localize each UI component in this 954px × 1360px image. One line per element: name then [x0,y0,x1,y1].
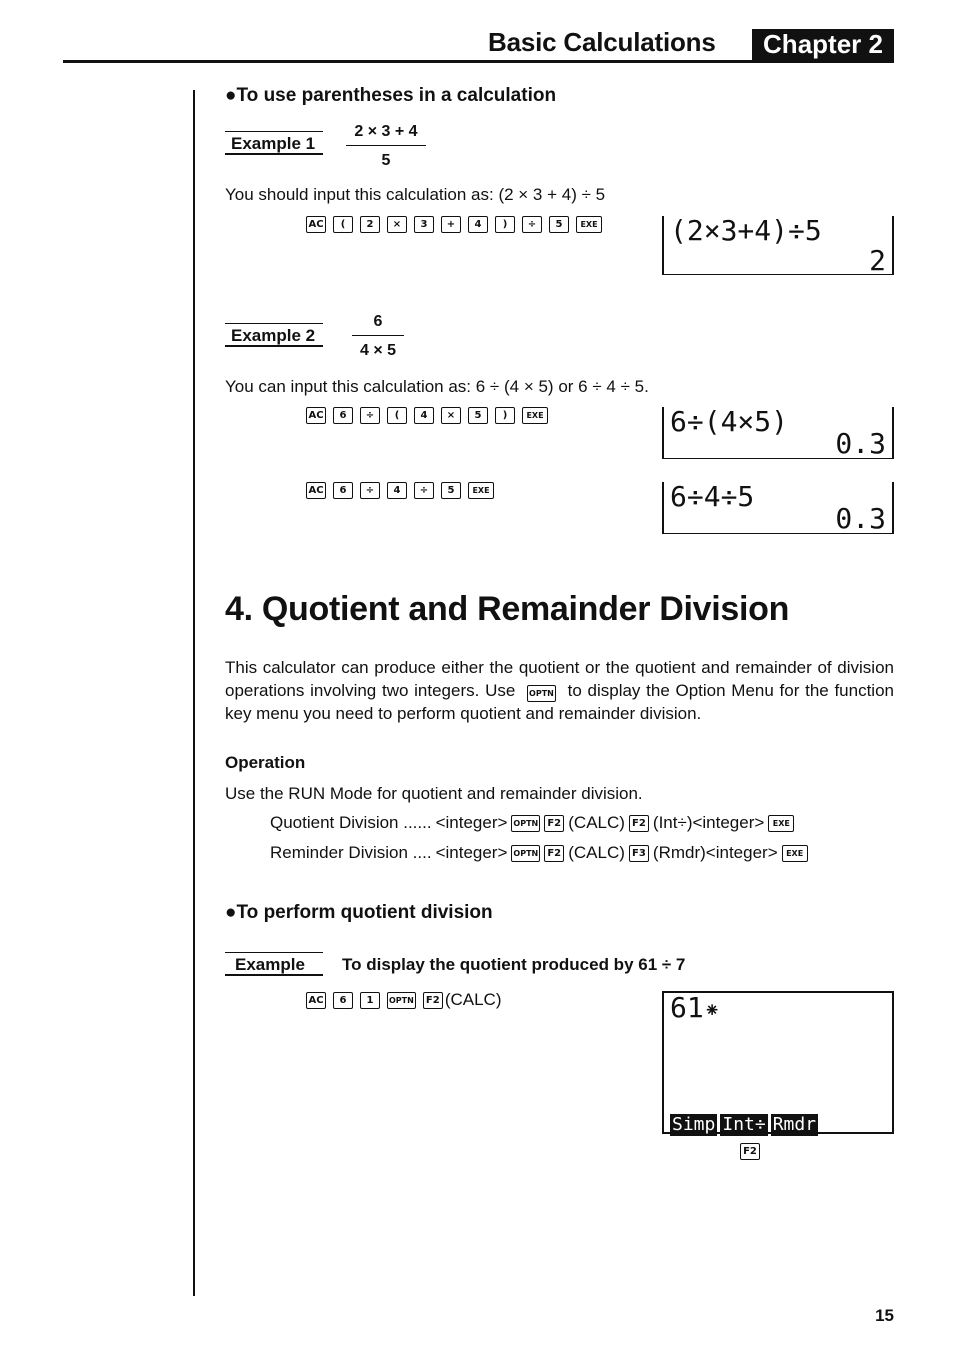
key-close-paren: ) [495,407,515,424]
key-f2: F2 [740,1143,760,1160]
header-rule [63,60,894,63]
key-multiply: × [441,407,461,424]
screen-result: 0.3 [835,427,886,460]
calc-screen-2a [662,407,894,459]
key-open-paren: ( [333,216,353,233]
key-open-paren: ( [387,407,407,424]
example-1-note: You should input this calculation as: (2 × 3 + 4) ÷ 5 [225,185,606,204]
row-calc-text: (CALC) [568,813,625,832]
key-exe: EXE [782,845,808,862]
row-arg: <integer> [435,813,508,832]
calc-screen-2b [662,482,894,534]
f2-key-indicator [740,1141,760,1160]
key-5: 5 [441,482,461,499]
parentheses-heading: ●To use parentheses in a calculation [225,85,557,106]
example-description: To display the quotient produced by 61 ÷ 7 [342,955,686,974]
page-number: 15 [875,1306,894,1325]
menu-simp: Simp [672,1114,716,1135]
screen-input: 6÷(4×5) [670,405,789,438]
example-2-fraction [352,313,404,360]
key-5: 5 [468,407,488,424]
key-optn: OPTN [387,992,416,1009]
key-divide: ÷ [522,216,542,233]
key-4: 4 [414,407,434,424]
row-calc-text: (CALC) [568,843,625,862]
key-optn: OPTN [511,815,540,832]
chapter-title: Basic Calculations [488,27,716,57]
fraction-denominator: 4 × 5 [359,342,397,359]
key-5: 5 [549,216,569,233]
example-2b-keystrokes [306,482,494,499]
key-plus: + [441,216,461,233]
example-keystrokes [306,990,502,1010]
key-6: 6 [333,992,353,1009]
screen-result: 2 [869,244,886,277]
row-arg: <integer> [435,843,508,862]
key-1: 1 [360,992,380,1009]
operation-text: Use the RUN Mode for quotient and remainder division. [225,784,643,803]
menu-rmdr: Rmdr [772,1114,817,1135]
key-ac: AC [306,992,326,1009]
row-label: Quotient Division ...... [270,813,432,832]
menu-int-div: Int÷ [722,1114,766,1135]
screen-input: 6÷4÷5 [670,480,755,513]
key-f3: F3 [629,845,649,862]
key-6: 6 [333,407,353,424]
key-multiply: × [387,216,407,233]
key-ac: AC [306,407,326,424]
intro-paragraph: This calculator can produce either the quotient or the quotient and remainder of division operations involving two integers. Use OPTN to display the Option Menu for the function key menu you need to perform quotient and remainder division. [225,658,894,723]
row-rmdr-text: (Rmdr)<integer> [652,843,778,862]
example-2-label: Example 2 [225,323,323,347]
key-divide: ÷ [360,407,380,424]
example-1-fraction [346,123,426,170]
key-exe: EXE [522,407,548,424]
row-label: Reminder Division .... [270,843,432,862]
key-ac: AC [306,482,326,499]
key-divide: ÷ [414,482,434,499]
quotient-division-row [270,813,794,833]
key-4: 4 [387,482,407,499]
calc-screen-1 [662,216,894,275]
cursor-icon: ⁕ [703,998,721,1022]
key-exe: EXE [768,815,794,832]
key-exe: EXE [576,216,602,233]
remainder-division-row [270,843,808,863]
perform-heading: ●To perform quotient division [225,902,493,923]
key-f2: F2 [544,815,564,832]
example-2-note: You can input this calculation as: 6 ÷ (4 × 5) or 6 ÷ 4 ÷ 5. [225,377,649,396]
key-3: 3 [414,216,434,233]
key-ac: AC [306,216,326,233]
example-label: Example [225,952,323,976]
key-f2: F2 [544,845,564,862]
key-f2: F2 [423,992,443,1009]
example-1-label: Example 1 [225,131,323,155]
fraction-numerator: 2 × 3 + 4 [346,123,426,146]
example-2a-keystrokes [306,407,548,424]
function-menu [670,1106,821,1136]
key-optn: OPTN [527,685,556,702]
key-exe: EXE [468,482,494,499]
fraction-denominator: 5 [381,152,391,169]
fraction-numerator: 6 [352,313,404,336]
operation-heading: Operation [225,753,306,772]
row-int-text: (Int÷)<integer> [652,813,765,832]
screen-input: (2×3+4)÷5 [670,214,822,247]
example-1-keystrokes [306,216,602,233]
calc-suffix: (CALC) [444,990,502,1009]
calc-screen-3 [662,991,894,1134]
key-optn: OPTN [511,845,540,862]
key-6: 6 [333,482,353,499]
screen-result: 0.3 [835,502,886,535]
section-title: 4. Quotient and Remainder Division [225,590,790,628]
margin-rule [193,90,195,1296]
chapter-badge: Chapter 2 [752,29,894,62]
key-2: 2 [360,216,380,233]
key-divide: ÷ [360,482,380,499]
key-close-paren: ) [495,216,515,233]
screen-input: 61⁕ [670,991,721,1024]
key-f2: F2 [629,815,649,832]
key-4: 4 [468,216,488,233]
